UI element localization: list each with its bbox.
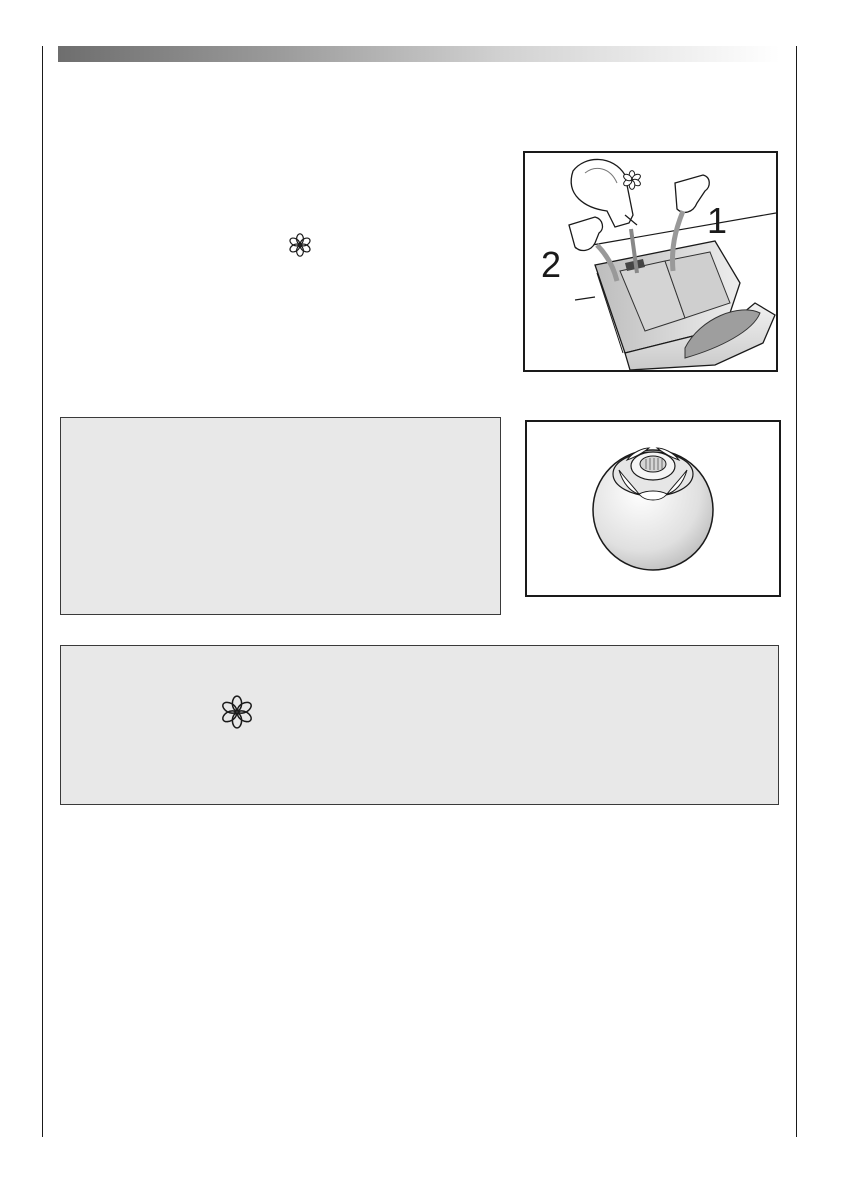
note-box-softener [60,645,779,805]
note-box-dosing [60,417,501,615]
header-bar [58,46,780,62]
compartment-label-2: 2 [541,244,562,285]
flower-softener-icon [287,232,313,258]
right-margin-line [796,46,797,1137]
dosing-ball-figure [525,420,781,597]
dosing-ball-icon [527,422,779,595]
flower-softener-icon [219,694,255,730]
flower-softener-icon [621,169,643,191]
dispenser-figure [523,151,778,372]
compartment-label-1: 1 [707,200,728,241]
dispenser-drawing [525,153,776,370]
left-margin-line [42,46,43,1137]
